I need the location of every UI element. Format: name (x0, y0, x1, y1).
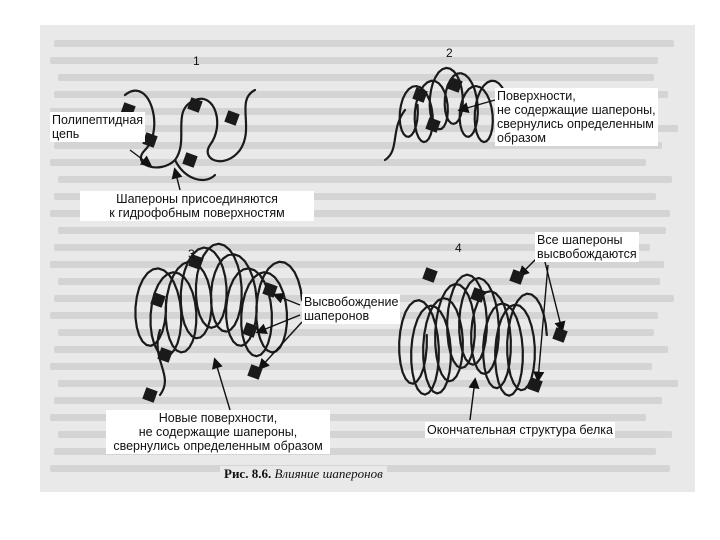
chaperone-square (224, 110, 239, 125)
label-chaperone-release: Высвобождение шаперонов (304, 295, 399, 323)
chaperone-square (425, 117, 440, 132)
chaperone-square (552, 327, 567, 342)
chaperone-square (412, 87, 427, 102)
arrow-release-1 (275, 295, 300, 305)
arrow-release-2 (258, 315, 300, 332)
chaperone-square (527, 377, 542, 392)
panel-number-2: 2 (446, 46, 453, 60)
panel-number-1: 1 (193, 54, 200, 68)
label-surfaces-without-chaperones: Поверхности, не содержащие шапероны, свернулись определенным образом (497, 89, 656, 145)
figure-caption (220, 466, 387, 482)
label-all-chaperones-released: Все шапероны высвобождаются (537, 233, 637, 261)
chaperone-square (182, 152, 197, 167)
label-new-surfaces: Новые поверхности, не содержащие шапероны, свернулись определенным образом (106, 410, 330, 454)
chaperone-square (422, 267, 437, 282)
chaperone-square (142, 387, 157, 402)
arrow-to-attachment (175, 170, 180, 190)
arrow-final-structure (470, 380, 475, 420)
chaperone-square (509, 269, 524, 284)
label-chaperones-attach: Шапероны присоединяются к гидрофобным поверхностям (80, 191, 314, 221)
polypeptide-chain-tail-stage-3 (158, 330, 165, 395)
panel-number-3: 3 (188, 247, 195, 261)
panel-number-4: 4 (455, 241, 462, 255)
label-polypeptide-chain: Полипептидная цепь (52, 113, 144, 141)
arrow-to-polypeptide (130, 150, 150, 165)
label-final-structure: Окончательная структура белка (427, 423, 613, 437)
polypeptide-chain-loose-end (385, 110, 405, 160)
caption-number: Рис. 8.6. (224, 466, 272, 481)
caption-title: Влияние шаперонов (274, 466, 383, 481)
arrow-new-surfaces (215, 360, 230, 410)
